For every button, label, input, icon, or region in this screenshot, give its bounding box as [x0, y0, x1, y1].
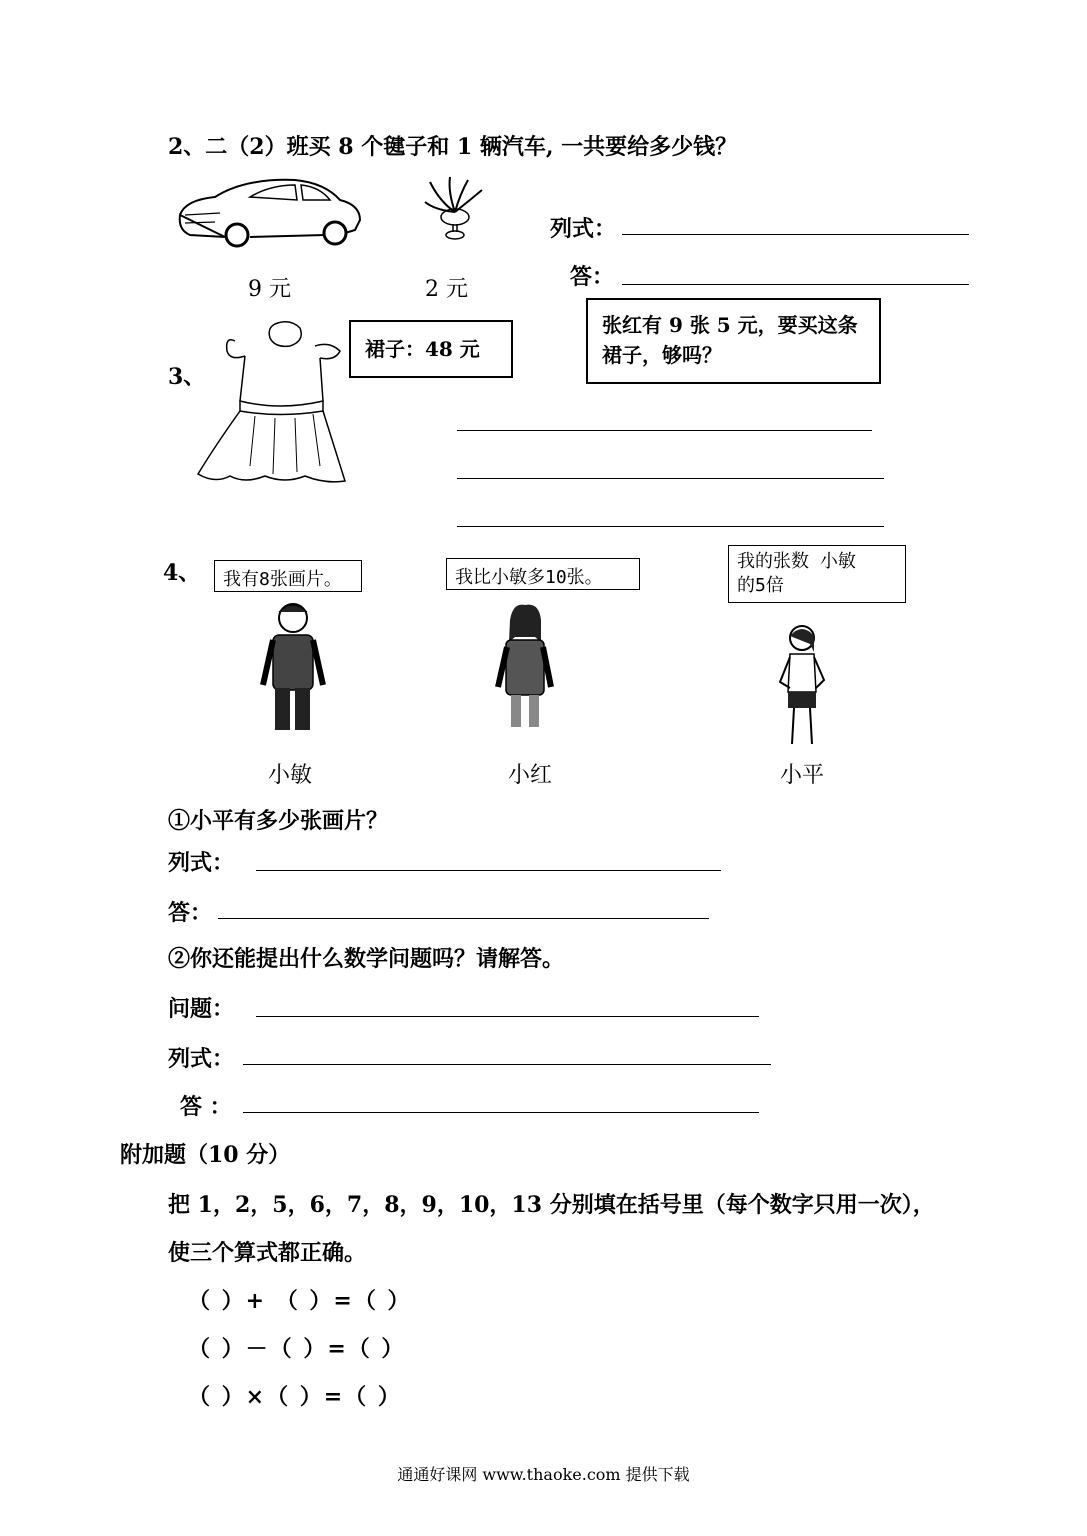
q4-sub1-answer-label: 答： — [168, 900, 213, 926]
name-xiaomin: 小敏 — [268, 763, 313, 788]
bonus-line1: 把 1，2，5，6，7，8，9，10，13 分别填在括号里（每个数字只用一次）， — [168, 1192, 935, 1218]
q2-answer-line[interactable] — [622, 284, 969, 285]
boy-xiaomin-figure — [255, 600, 330, 740]
bonus-title: 附加题（10 分） — [120, 1142, 291, 1168]
q4-sub1-answer-line[interactable] — [218, 918, 709, 919]
q3-question-line1: 张红有 9 张 5 元，要买这条 — [602, 313, 858, 337]
bonus-equation-multiply[interactable]: （ ）×（ ）=（ ） — [188, 1384, 402, 1410]
shuttlecock-price: 2 元 — [425, 277, 468, 302]
q4-number: 4、 — [163, 560, 201, 586]
q2-formula-line[interactable] — [622, 234, 969, 235]
q4-sub2-question-line[interactable] — [256, 1016, 759, 1017]
car-price: 9 元 — [248, 277, 291, 302]
q4-sub1: ①小平有多少张画片？ — [168, 808, 389, 834]
q4-sub1-formula-line[interactable] — [256, 870, 721, 871]
q3-answer-line-1[interactable] — [457, 430, 872, 431]
skirt-price-tag: 裙子：48 元 — [349, 320, 513, 378]
q3-number: 3、 — [168, 364, 206, 390]
q4-sub2-formula-line[interactable] — [243, 1064, 771, 1065]
q4-sub1-formula-label: 列式： — [168, 850, 235, 876]
q3-answer-line-2[interactable] — [457, 478, 884, 479]
bonus-equation-subtract[interactable]: （ ）－（ ）=（ ） — [188, 1336, 406, 1362]
skirt-image — [195, 316, 360, 488]
footer: 通通好课网 www.thaoke.com 提供下载 — [397, 1465, 690, 1484]
q4-sub2-formula-label: 列式： — [168, 1046, 235, 1072]
bubble-xiaomin: 我有8张画片。 — [214, 560, 362, 592]
q2-formula-label: 列式： — [550, 216, 617, 242]
bubble-xiaohong: 我比小敏多10张。 — [446, 558, 640, 590]
q4-sub2-answer-line[interactable] — [243, 1112, 759, 1113]
bubble-xiaoping-line2: 的5倍 — [737, 575, 784, 596]
name-xiaohong: 小红 — [508, 763, 553, 788]
bonus-line2: 使三个算式都正确。 — [168, 1240, 367, 1266]
q3-question-box — [586, 298, 881, 384]
q2-title: 2、二（2）班买 8 个毽子和 1 辆汽车, 一共要给多少钱？ — [168, 134, 738, 160]
q3-question-line2: 裙子，够吗？ — [602, 343, 722, 367]
q4-sub2: ②你还能提出什么数学问题吗？请解答。 — [168, 946, 565, 972]
bubble-xiaoping — [728, 545, 906, 603]
q3-answer-line-3[interactable] — [457, 526, 884, 527]
q4-sub2-question-label: 问题： — [168, 996, 235, 1022]
name-xiaoping: 小平 — [780, 763, 825, 788]
q4-sub2-answer-label: 答 ： — [180, 1094, 232, 1120]
q2-answer-label: 答： — [570, 264, 615, 290]
shuttlecock-image — [420, 172, 490, 242]
car-image — [175, 175, 365, 250]
girl-xiaoping-figure — [772, 622, 832, 750]
bonus-equation-add[interactable]: （ ）+ （ ）=（ ） — [188, 1288, 412, 1314]
bubble-xiaoping-line1: 我的张数 小敏 — [737, 551, 856, 572]
girl-xiaohong-figure — [493, 602, 558, 737]
